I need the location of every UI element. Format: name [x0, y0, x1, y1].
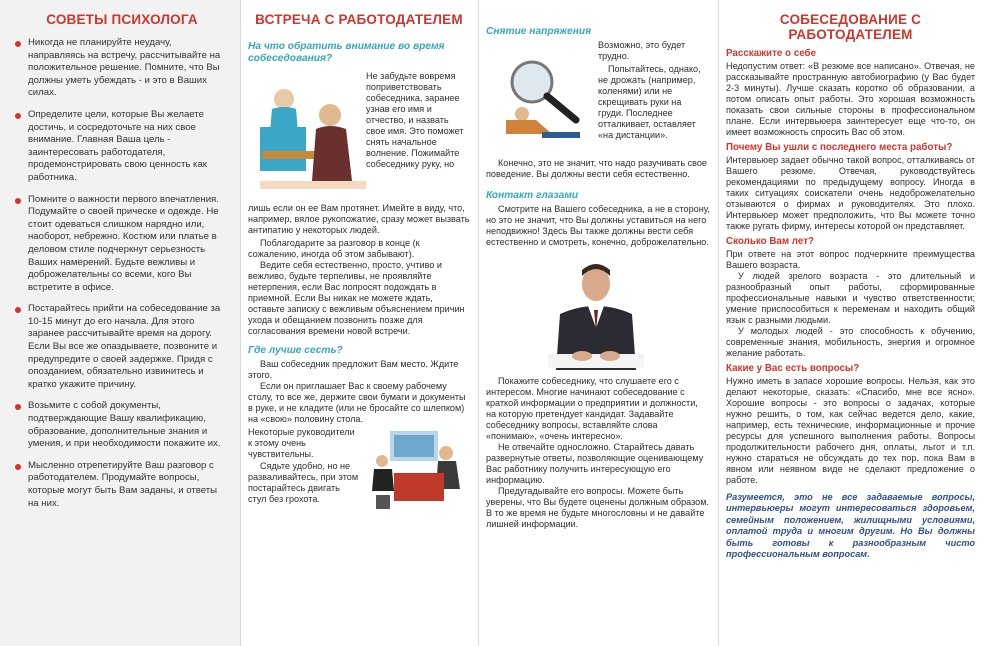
column-title: СОВЕТЫ ПСИХОЛОГА: [46, 12, 198, 27]
list-item: [14, 303, 230, 391]
paragraph: Конечно, это не значит, что надо разучивать свое поведение. Вы должны вести себя естественно.: [486, 158, 707, 179]
tips-list: [14, 37, 230, 510]
tip-text: Помните о важности первого впечатления. Подумайте о своей прическе и одежде. Не стоит одеваться слишком нарядно или, наоборот, небрежно. Костюм или платье в деловом стиле подчеркнут серьезность Ваших намерений. Будьте вежливы и доброжелательны со всеми, кого Вы встретите в офисе.: [28, 193, 219, 293]
section-heading: Где лучше сесть?: [248, 345, 343, 356]
list-item: [14, 37, 230, 100]
question-heading: Какие у Вас есть вопросы?: [726, 363, 860, 374]
bullet-icon: [15, 404, 21, 410]
tip-text: Мысленно отрепетируйте Ваш разговор с работодателем. Продумайте вопросы, которые могут быть Вам заданы, и ответы на них.: [28, 459, 218, 509]
section-heading: На что обратить внимание во время собеседования?: [248, 41, 445, 64]
list-item: [14, 194, 230, 295]
paragraph: Смотрите на Вашего собеседника, а не в сторону, но это не значит, что Вы должны уставиться на него неподвижно! Здесь Вы также должны вести себя естественно и смотреть, конечно, доброжелательно.: [486, 204, 710, 247]
tip-text: Никогда не планируйте неудачу, направляясь на встречу, рассчитывайте на положительное решение. Помните, что Вы должны уметь убеждать - и это в Ваших силах.: [28, 37, 221, 99]
column-tension-relief: [478, 0, 718, 646]
bullet-icon: [15, 198, 21, 204]
paragraph: Предугадывайте его вопросы. Можете быть уверены, что Вы будете оценены должным образом. В то же время не будьте многословны и не давайте лишней информации.: [486, 486, 709, 529]
tip-text: Определите цели, которые Вы желаете достичь, и сосредоточьте на них свое внимание. Главная Ваша цель - заинтересовать работодателя, продемонстрировать свою ценность как работника.: [28, 108, 207, 183]
tip-text: Постарайтесь прийти на собеседование за 10-15 минут до его начала. Для этого заранее рассчитывайте время на дорогу. Если Вы все же опаздываете, позвоните и предупредите о своей задержке. Придя с опозданием, обязательно извинитесь и кратко укажите причину.: [28, 303, 221, 390]
bullet-icon: [15, 307, 21, 313]
magnifier-illustration: [492, 54, 588, 146]
question-heading: Расскажите о себе: [726, 48, 817, 59]
column-psychologist-tips: [0, 0, 240, 646]
answer-text: Нужно иметь в запасе хорошие вопросы. Нельзя, как это делают некоторые, сказать: «Спасибо, мне все ясно». Хорошие вопросы - это вопросы о задачах, которые нужно решить, о том, как сейчас ведется дело, какие, например, есть технические, информационные и прочие ресурсы для успешного выполнения работы. Вопросы продолжительности рабочего дня, оплаты, льгот и т.п. нужно стараться не обсуждать до тех пор, пока Вам в явном или неявном виде не сделают предложение о работе.: [726, 376, 975, 485]
tip-text: Возьмите с собой документы, подтверждающие Вашу квалификацию, образование, дополнительные знания и умения, и при необходимости покажите их.: [28, 400, 221, 450]
tension-block: [486, 40, 710, 158]
list-item: [14, 460, 230, 510]
paragraph: лишь если он ее Вам протянет. Имейте в виду, что, например, вялое рукопожатие, сразу может вызвать антипатию у некоторых людей.: [248, 203, 470, 235]
paragraph: Попытайтесь, однако, не дрожать (например, коленями) или не скрещивать руки на груди. Последнее отталкивает, оставляет «на дистанции».: [598, 64, 701, 140]
intro-block: [248, 67, 470, 203]
column-employer-meeting: [240, 0, 478, 646]
column-title: ВСТРЕЧА С РАБОТОДАТЕЛЕМ: [255, 12, 463, 27]
seating-block: [248, 425, 470, 525]
answer-text: Недопустим ответ: «В резюме все написано». Отвечая, не рассказывайте пространную автобиографию (у Вас будет 2-3 минуты). Лучше сказать коротко об образовании, а потом описать опыт работы. Это хорошая возможность показать свои сильные стороны в профессиональном плане. Если интервьюера заинтересует еще что-то, он имеет возможность спросить Вас об этом.: [726, 61, 975, 137]
office-desk-illustration: [370, 427, 468, 513]
list-item: [14, 109, 230, 185]
paragraph: Возможно, это будет трудно.: [598, 40, 686, 61]
paragraph: Покажите собеседнику, что слушаете его с интересом. Многие начинают собеседование с краткой информации о предприятии и должности, на которую претендует кандидат. Задавайте собеседнику вопросы, вставляйте слова «понимаю», «очень интересно».: [486, 376, 698, 441]
answer-text: При ответе на этот вопрос подчеркните преимущества Вашего возраста.: [726, 249, 975, 270]
paragraph: Поблагодарите за разговор в конце (к сожалению, иногда об этом забывают).: [248, 238, 420, 259]
paragraph: Сядьте удобно, но не разваливайтесь, при этом постарайтесь двигать стул без грохота.: [248, 461, 359, 504]
bullet-icon: [15, 113, 21, 119]
section-heading: Контакт глазами: [486, 190, 579, 201]
businessman-block: [486, 248, 710, 376]
bullet-icon: [15, 41, 21, 47]
closing-note: Разумеется, это не все задаваемые вопросы, интервьюеры могут интересоваться здоровьем, семейным положением, жилищными условиями, оплатой труда и многим другим. Но Вы должны быть готовы к разнообразным чисто профессиональным вопросам.: [726, 492, 975, 560]
section-heading: Снятие напряжения: [486, 26, 592, 37]
paragraph: Не отвечайте односложно. Старайтесь давать развернутые ответы, позволяющие оценивающему Вас работнику получить интересующую его информацию.: [486, 442, 704, 485]
column-interview: [718, 0, 985, 646]
column-title: СОБЕСЕДОВАНИЕ С РАБОТОДАТЕЛЕМ: [779, 12, 922, 42]
paragraph: Ваш собеседник предложит Вам место. Ждите этого.: [248, 359, 459, 380]
answer-text: Интервьюер задает обычно такой вопрос, отталкиваясь от Вашего резюме. Отвечая, руководствуйтесь рекомендациями по предыдущему вопросу. Иногда в таких ситуациях соискатели очень недоброжелательно отзываются о фирмах и руководителях. Это плохо. Интервьюер может предположить, что Вы можете точно также ругать фирму, интересы которой он представляет.: [726, 155, 975, 231]
paragraph: Ведите себя естественно, просто, учтиво и вежливо, будьте терпеливы, не проявляйте нетерпения, если Вас попросят подождать в приемной. Если Вы никак не можете ждать, оставьте записку с вежливым объяснением причин ухода и обещанием позвонить позже для согласования времени новой встречи.: [248, 260, 465, 336]
question-heading: Почему Вы ушли с последнего места работы?: [726, 142, 953, 153]
answer-text: У молодых людей - это способность к обучению, современные знания, мобильность, энергия и огромное желание работать.: [726, 326, 975, 358]
bullet-icon: [15, 464, 21, 470]
businessman-photo: [542, 258, 650, 370]
interview-illustration: [254, 85, 372, 193]
paragraph: Не забудьте вовремя поприветствовать собеседника, заранее узнав его имя и отчество, и назвать свое имя. Это поможет снять начальное волнение. Пожимайте собеседнику руку, но: [366, 71, 464, 169]
list-item: [14, 400, 230, 450]
paragraph: Если он приглашает Вас к своему рабочему столу, то все же, держите свои бумаги и документы в руке, и не кладите (или не бросайте со шлепком) на «свою» половину стола.: [248, 381, 466, 424]
paragraph: Некоторые руководители к этому очень чувствительны.: [248, 427, 355, 459]
answer-text: У людей зрелого возраста - это длительный и разнообразный опыт работы, сформированные профессиональные навыки и чувство ответственности; умение приспособиться к переменам и находить общий язык с разными людьми.: [726, 271, 975, 325]
question-heading: Сколько Вам лет?: [726, 236, 815, 247]
